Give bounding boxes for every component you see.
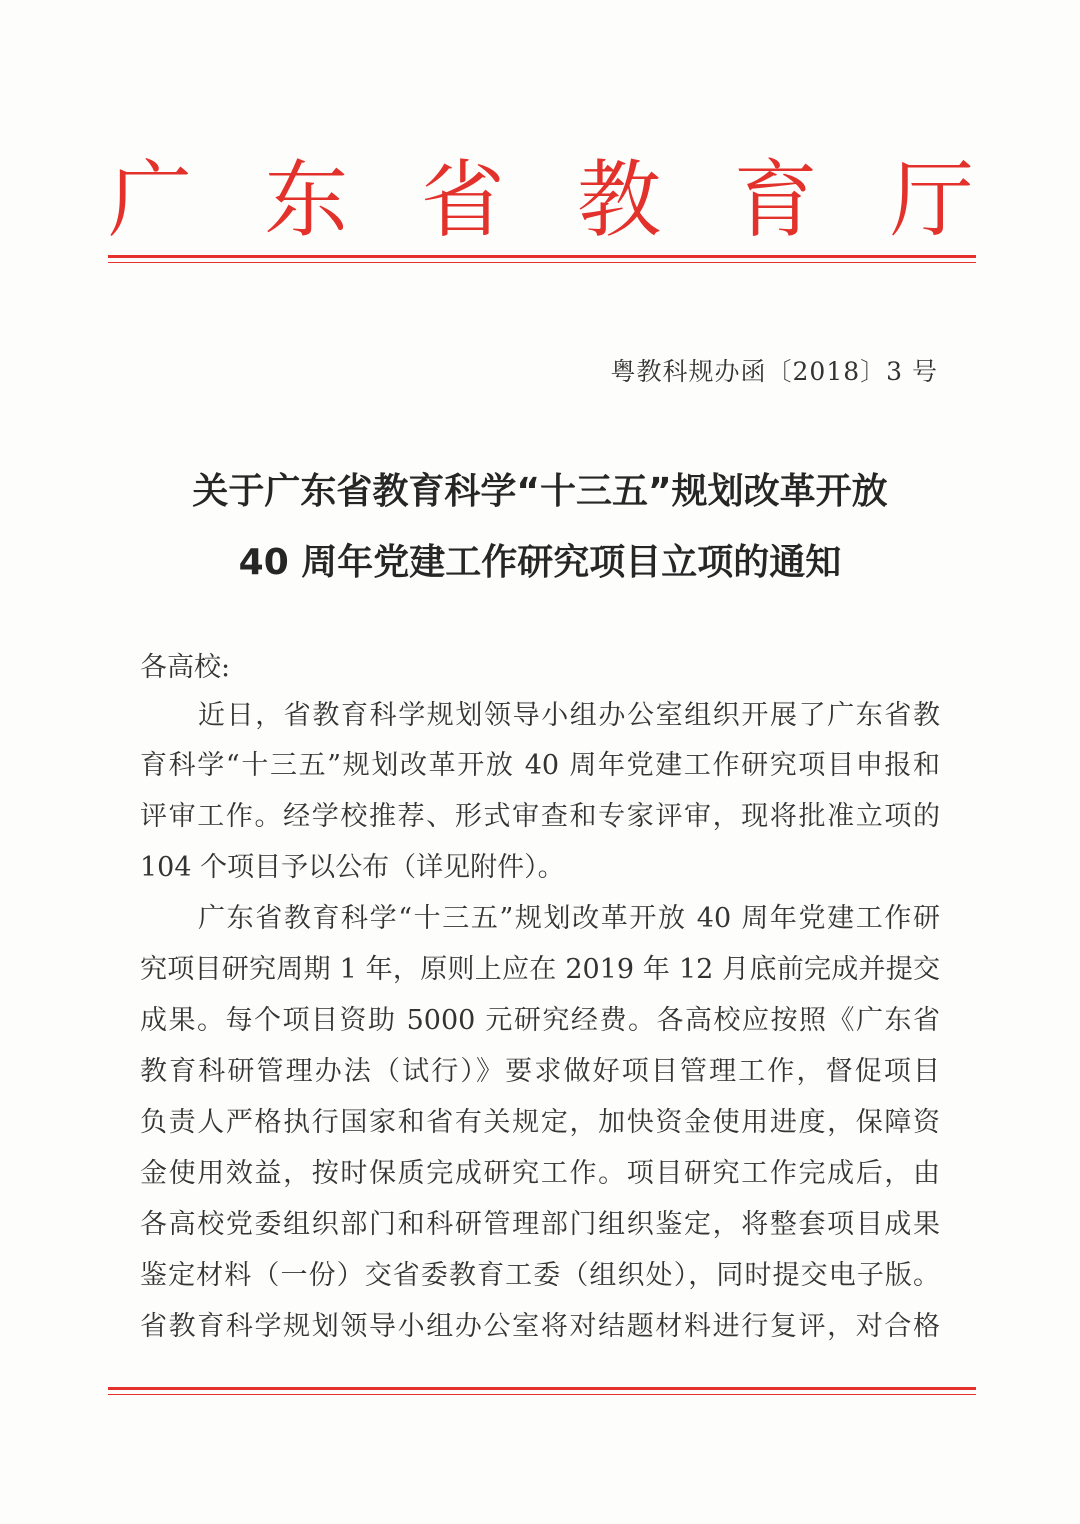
document-title-line-2: 40 周年党建工作研究项目立项的通知	[238, 542, 842, 583]
masthead-char: 东	[264, 151, 349, 249]
body-line: 近日，省教育科学规划领导小组办公室组织开展了广东省教	[198, 700, 940, 731]
masthead-red-rule	[108, 255, 976, 263]
body-line: 广东省教育科学“十三五”规划改革开放 40 周年党建工作研	[198, 903, 940, 934]
masthead-char: 省	[420, 151, 505, 249]
masthead-char: 教	[577, 151, 662, 249]
salutation: 各高校:	[140, 652, 231, 683]
body-line: 鉴定材料（一份）交省委教育工委（组织处），同时提交电子版。	[140, 1260, 940, 1291]
body-line: 负责人严格执行国家和省有关规定，加快资金使用进度，保障资	[140, 1107, 940, 1138]
body-line: 104 个项目予以公布（详见附件）。	[140, 852, 565, 883]
footer-red-rule	[108, 1387, 976, 1395]
masthead	[108, 150, 974, 250]
body-line: 省教育科学规划领导小组办公室将对结题材料进行复评，对合格	[140, 1311, 940, 1342]
masthead-char: 厅	[889, 151, 974, 249]
body-line: 教育科研管理办法（试行）》要求做好项目管理工作，督促项目	[140, 1056, 940, 1087]
body-line: 育科学“十三五”规划改革开放 40 周年党建工作研究项目申报和	[140, 750, 940, 781]
body-line: 成果。每个项目资助 5000 元研究经费。各高校应按照《广东省	[140, 1005, 940, 1036]
document-title-line-1: 关于广东省教育科学“十三五”规划改革开放	[192, 471, 888, 512]
body-line: 评审工作。经学校推荐、形式审查和专家评审，现将批准立项的	[140, 801, 940, 832]
masthead-char: 广	[108, 151, 193, 249]
body-line: 各高校党委组织部门和科研管理部门组织鉴定，将整套项目成果	[140, 1209, 940, 1240]
body-line: 究项目研究周期 1 年，原则上应在 2019 年 12 月底前完成并提交	[140, 954, 940, 985]
masthead-char: 育	[733, 151, 818, 249]
document-number: 粤教科规办函〔2018〕3 号	[610, 357, 938, 386]
body-line: 金使用效益，按时保质完成研究工作。项目研究工作完成后，由	[140, 1158, 940, 1189]
